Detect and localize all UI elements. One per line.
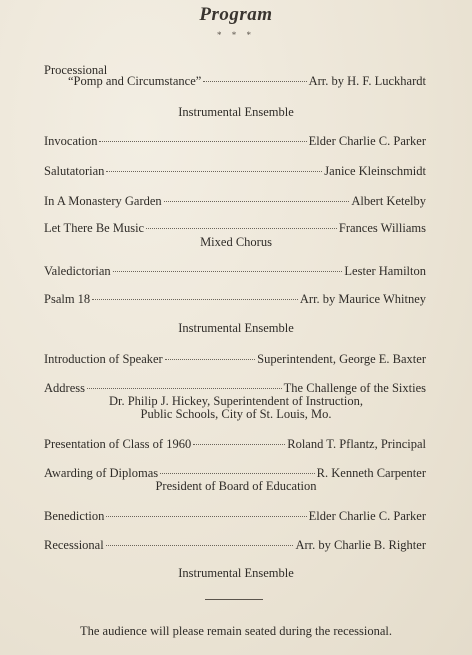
- row-performer: Superintendent, George E. Baxter: [257, 352, 426, 366]
- row-label: Let There Be Music: [44, 221, 145, 235]
- processional-piece: “Pomp and Circumstance”: [68, 74, 202, 88]
- row-label: Address: [44, 381, 85, 395]
- row-label: Invocation: [44, 134, 98, 148]
- processional-heading: Processional: [44, 63, 108, 77]
- row-performer: R. Kenneth Carpenter: [316, 466, 426, 480]
- program-row-presentation: [44, 436, 426, 452]
- row-label: Benediction: [44, 509, 105, 523]
- row-performer: Albert Ketelby: [351, 194, 426, 208]
- program-row-monastery-garden: [44, 193, 426, 209]
- program-row-recessional: [44, 537, 426, 553]
- row-performer: Roland T. Pflantz, Principal: [287, 437, 426, 451]
- row-label: Valedictorian: [44, 264, 111, 278]
- row-performer: Elder Charlie C. Parker: [308, 509, 426, 523]
- program-row-salutatorian: [44, 163, 426, 179]
- dot-leader: [106, 545, 294, 546]
- address-speaker-org: Public Schools, City of St. Louis, Mo.: [140, 407, 332, 421]
- row-label: Presentation of Class of 1960: [44, 437, 192, 451]
- row-performer: Janice Kleinschmidt: [324, 164, 426, 178]
- row-performer: Arr. by Charlie B. Righter: [295, 538, 426, 552]
- dot-leader: [106, 171, 322, 172]
- dot-leader: [160, 473, 315, 474]
- diplomas-presenter-title: President of Board of Education: [155, 479, 317, 493]
- dot-leader: [164, 201, 350, 202]
- divider-rule: [205, 599, 263, 600]
- dot-leader: [113, 271, 343, 272]
- dot-leader: [165, 359, 255, 360]
- processional-arranger: Arr. by H. F. Luckhardt: [308, 74, 426, 88]
- program-row-benediction: [44, 508, 426, 524]
- address-speaker: Dr. Philip J. Hickey, Superintendent of Instruction,: [108, 394, 364, 408]
- instrumental-ensemble-3: Instrumental Ensemble: [178, 566, 294, 580]
- program-row-invocation: [44, 133, 426, 149]
- dot-leader: [146, 228, 337, 229]
- row-performer: Arr. by Maurice Whitney: [299, 292, 426, 306]
- row-performer: Lester Hamilton: [344, 264, 426, 278]
- dot-leader: [99, 141, 306, 142]
- row-label: Salutatorian: [44, 164, 105, 178]
- program-row-psalm-18: [44, 291, 426, 307]
- mixed-chorus: Mixed Chorus: [200, 235, 272, 249]
- stars-ornament: * * *: [217, 30, 255, 40]
- dot-leader: [87, 388, 282, 389]
- program-row-introduction-of-speaker: [44, 351, 426, 367]
- row-label: In A Monastery Garden: [44, 194, 162, 208]
- dot-leader: [92, 299, 298, 300]
- row-label: Introduction of Speaker: [44, 352, 163, 366]
- page-title: Program: [199, 4, 273, 25]
- row-performer: The Challenge of the Sixties: [283, 381, 426, 395]
- footer-note: The audience will please remain seated during the recessional.: [79, 624, 393, 638]
- row-label: Awarding of Diplomas: [44, 466, 159, 480]
- instrumental-ensemble-1: Instrumental Ensemble: [178, 105, 294, 119]
- dot-leader: [203, 81, 306, 82]
- row-performer: Frances Williams: [338, 221, 426, 235]
- row-label: Recessional: [44, 538, 104, 552]
- program-row-valedictorian: [44, 263, 426, 279]
- instrumental-ensemble-2: Instrumental Ensemble: [178, 321, 294, 335]
- dot-leader: [193, 444, 285, 445]
- row-label: Psalm 18: [44, 292, 91, 306]
- row-performer: Elder Charlie C. Parker: [308, 134, 426, 148]
- processional-row: [68, 73, 426, 89]
- dot-leader: [106, 516, 306, 517]
